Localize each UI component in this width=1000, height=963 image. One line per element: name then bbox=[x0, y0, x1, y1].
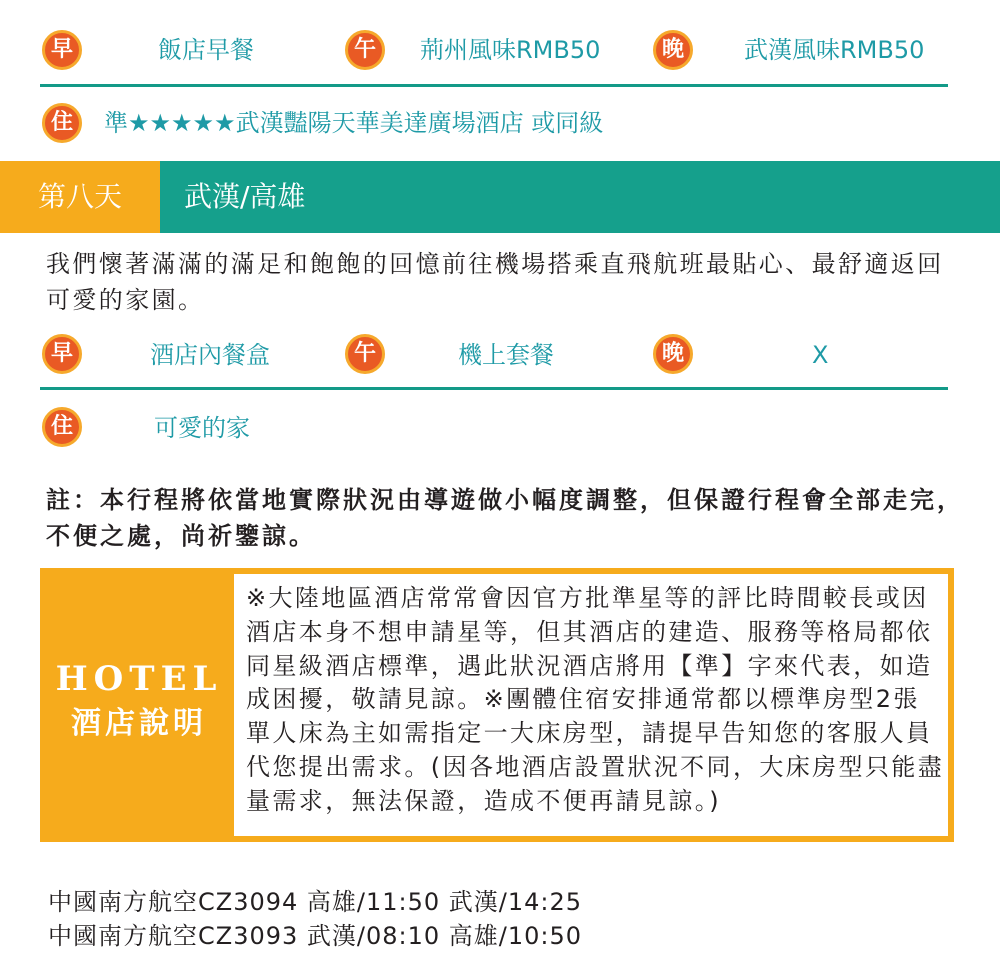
flight-outbound: 中國南方航空CZ3094 高雄/11:50 武漢/14:25 bbox=[48, 888, 583, 916]
day8-lunch: 機上套餐 bbox=[458, 341, 554, 369]
day8-title: 武漢/高雄 bbox=[184, 180, 306, 213]
day7-lunch: 荊州風味RMB50 bbox=[420, 36, 601, 64]
stay-badge-icon: 住 bbox=[42, 407, 82, 447]
dinner-badge-icon: 晚 bbox=[653, 30, 693, 70]
day7-dinner: 武漢風味RMB50 bbox=[744, 36, 925, 64]
stay-badge-icon: 住 bbox=[42, 103, 82, 143]
day8-meal-divider bbox=[40, 387, 948, 390]
day7-breakfast: 飯店早餐 bbox=[158, 36, 254, 64]
day8-dinner: X bbox=[812, 341, 829, 369]
breakfast-badge-icon: 早 bbox=[42, 334, 82, 374]
itinerary-note: 註：本行程將依當地實際狀況由導遊做小幅度調整，但保證行程會全部走完，不便之處，尚祈鑒諒。 bbox=[46, 486, 964, 550]
dinner-badge-icon: 晚 bbox=[653, 334, 693, 374]
hotel-heading-zh: 酒店說明 bbox=[71, 706, 207, 741]
lunch-badge-icon: 午 bbox=[345, 30, 385, 70]
day8-hotel: 可愛的家 bbox=[154, 414, 250, 442]
day8-breakfast: 酒店內餐盒 bbox=[150, 341, 270, 369]
hotel-heading-en: HOTEL bbox=[55, 659, 223, 699]
hotel-info-text: ※大陸地區酒店常常會因官方批準星等的評比時間較長或因酒店本身不想申請星等，但其酒店的建造、服務等格局都依同星級酒店標準，遇此狀況酒店將用【準】字來代表，如造成困擾，敬請見諒。※團體住宿安排通常都以標準房型2張單人床為主如需指定一大床房型，請提早告知您的客服人員代您提出需求。(因各地酒店設置狀況不同，大床房型只能盡量需求，無法保證，造成不便再請見諒。) bbox=[246, 584, 945, 815]
breakfast-badge-icon: 早 bbox=[42, 30, 82, 70]
day8-label: 第八天 bbox=[0, 161, 160, 233]
day7-meal-divider bbox=[40, 84, 948, 87]
day8-description: 我們懷著滿滿的滿足和飽飽的回憶前往機場搭乘直飛航班最貼心、最舒適返回可愛的家園。 bbox=[46, 250, 944, 314]
flight-return: 中國南方航空CZ3093 武漢/08:10 高雄/10:50 bbox=[48, 922, 583, 950]
lunch-badge-icon: 午 bbox=[345, 334, 385, 374]
day7-hotel: 準★★★★★武漢豔陽天華美達廣場酒店 或同級 bbox=[104, 109, 604, 137]
